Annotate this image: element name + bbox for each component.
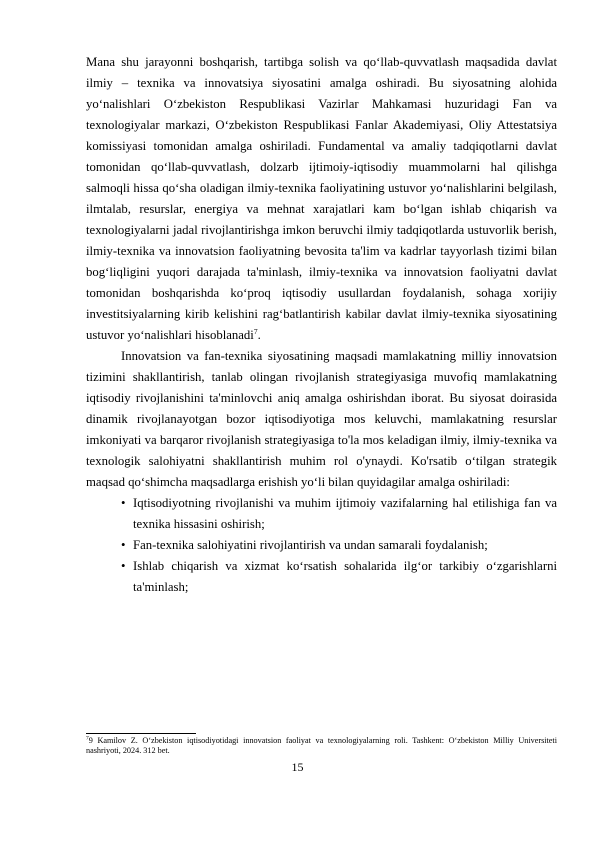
bullet-item-3-text: Ishlab chiqarish va xizmat ko‘rsatish sohalarida ilg‘or tarkibiy o‘zgarishlarni ta'minlash; [133,559,557,594]
bullet-item-2-text: Fan-texnika salohiyatini rivojlantirish va undan samarali foydalanish; [133,538,488,552]
bullet-marker: • [121,538,126,552]
paragraph-1 [86,52,557,346]
bullet-item-1-text: Iqtisodiyotning rivojlanishi va muhim ijtimoiy vazifalarning hal etilishiga fan va texnika hissasini oshirish; [133,496,557,531]
bullet-marker: • [121,496,126,510]
footnote-divider [86,733,196,734]
bullet-marker: • [121,559,126,573]
paragraph-1-text: Mana shu jarayonni boshqarish, tartibga solish va qo‘llab-quvvatlash maqsadida davlat ilmiy – texnika va innovatsiya siyosatini amalga oshiradi. Bu siyosatning alohida yo‘nalishlari O‘zbekiston Respublikasi Vazirlar Mahkamasi huzuridagi Fan va texnologiyalar markazi, O‘zbekiston Respublikasi Fanlar Akademiyasi, Oliy Attestatsiya komissiyasi tomonidan amalga oshiriladi. Fundamental va amaliy tadqiqotlarni davlat tomonidan qo‘llab-quvvatlash, dolzarb ijtimoiy-iqtisodiy muammolarni hal qilishga salmoqli hissa qo‘sha oladigan ilmiy-texnika faoliyatining ustuvor yo‘nalishlarini belgilash, ilmtalab, resurslar, energiya va mehnat xarajatlari kam bo‘lgan ishlab chiqarish va texnologiyalarni jadal rivojlantirishga imkon beruvchi ilmiy tadqiqotlarda ustuvorlik berish, ilmiy-texnika va innovatsion faoliyatning bevosita ta'lim va kadrlar tayyorlash tizimi bilan bog‘liqligini yuqori darajada ta'minlash, ilmiy-texnika va innovatsion faoliyatni davlat tomonidan boshqarishda ko‘proq iqtisodiy usullardan foydalanish, sohaga xorijiy investitsiyalarning kirib kelishini rag‘batlantirish kabilar davlat ilmiy-texnika siyosatining ustuvor yo‘nalishlari hisoblanadi [86,55,557,342]
bullet-item-2 [86,535,557,556]
page-body [86,52,557,598]
paragraph-2: Innovatsion va fan-texnika siyosatining maqsadi mamlakatning milliy innovatsion tizimini shakllantirish, tanlab olingan rivojlanish strategiyasiga muvofiq mamlakatning iqtisodiy rivojlanishini ta'minlovchi aniq amalga oshirishdan iborat. Bu siyosat doirasida dinamik rivojlanayotgan bozor iqtisodiyotiga mos keluvchi, mamlakatning resurslar imkoniyati va barqaror rivojlanish strategiyasiga to'la mos keladigan ilmiy, ilmiy-texnika va texnologik salohiyatni shakllantirish muhim rol o'ynaydi. Ko'rsatib o‘tilgan strategik maqsad qo‘shimcha maqsadlarga erishish yo‘li bilan quyidagilar amalga oshiriladi: [86,349,557,489]
footnote-text: 9 Kamilov Z. O‘zbekiston iqtisodiyotidagi innovatsion faoliyat va texnologiyalarning roli. Tashkent: O‘zbekiston Milliy Universiteti nashriyoti, 2024. 312 bet. [86,736,557,755]
footnote [86,736,557,756]
paragraph-1-end: . [257,328,261,342]
page-number: 15 [291,760,304,774]
bullet-item-3 [86,556,557,598]
bullet-item-1 [86,493,557,535]
footnote-ref[interactable]: 7 [253,326,258,336]
footnote-number: 7 [86,735,89,742]
